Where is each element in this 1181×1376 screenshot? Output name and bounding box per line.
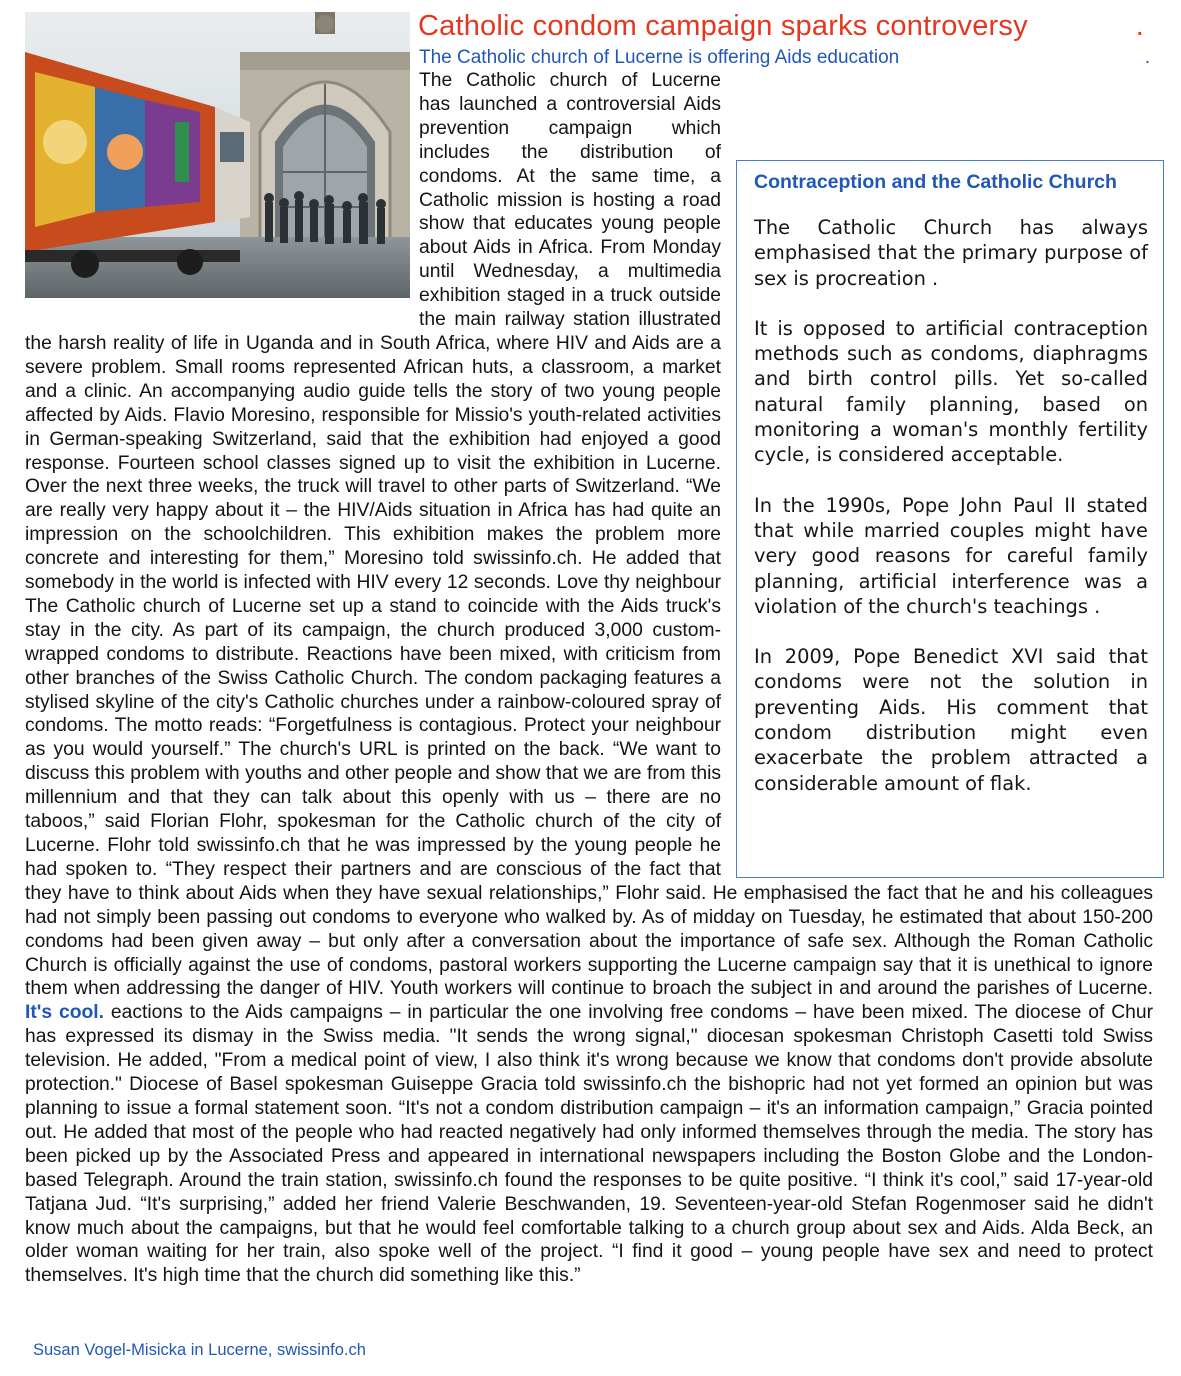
sidebar-paragraph: In the 1990s, Pope John Paul II stated that while married couples might have very good reasons for careful family planning, artificial interference was a violation of the church's teachings .: [754, 493, 1148, 618]
subtitle-text: The Catholic church of Lucerne is offering Aids education: [419, 47, 900, 68]
body-rest: eactions to the Aids campaigns – in particular the one involving free condoms – have been mixed. The diocese of Chur has expressed its dismay in the Swiss media. "It sends the wrong signal," diocesan spokesman Christoph Casetti told Swiss television. He added, "From a medical point of view, I also think it's wrong because we know that condoms don't provide absolute protection." Diocese of Basel spokesman Guiseppe Gracia told swissinfo.ch the bishopric had not yet formed an opinion but was planning to issue a formal statement soon. “It's not a condom distribution campaign – it's an information campaign,” Gracia pointed out. He added that most of the people who had reacted negatively had only informed themselves through the media. The story has been picked up by the Associated Press and appeared in international newspapers including the Boston Globe and the London-based Telegraph. Around the train station, swissinfo.ch found the responses to be quite positive. “I think it's cool,” said 17-year-old Tatjana Jud. “It's surprising,” added her friend Valerie Beschwanden, 19. Seventeen-year-old Stefan Rogenmoser said he didn't know much about the campaigns, but that he would feel comfortable talking to a church group about sex and Aids. Alda Beck, an older woman waiting for her train, also spoke well of the project. “I find it good – young people have sex and need to protect themselves. It's high time that the church did something like this.”: [25, 1002, 1154, 1287]
subtitle-dot: .: [1144, 47, 1150, 68]
highlight-its-cool: It's cool.: [25, 1002, 104, 1024]
sidebar-paragraph: In 2009, Pope Benedict XVI said that condoms were not the solution in preventing Aids. His comment that condom distribution might even exacerbate the problem attracted a considerable amount of flak.: [754, 645, 1148, 795]
title-dot: .: [1135, 10, 1144, 42]
body-intro: The Catholic church of Lucerne has launched a controversial Aids prevention campaign which includes the distribution of condoms. At the same time, a Catholic mission is hosting a road show that educates young people about Aids in Africa. From Monday until Wednesday, a multimedia exhibition staged in a truck outside the main railway station illustrated the harsh reality of life in Uganda and in South Africa, where HIV and Aids are a severe problem. Small rooms represented African huts, a classroom, a market and a clinic. An accompanying audio guide tells the story of two young people affected by Aids. Flavio Moresino, responsible for Missio's youth-related activities in German-speaking Switzerland, said that the exhibition had enjoyed a good response. Fourteen school classes signed up to visit the exhibition in Lucerne. Over the next three weeks, the truck will travel to other parts of Switzerland. “We are really very happy about it – the HIV/Aids situation in Africa has had quite an impression on the schoolchildren. This exhibition makes the problem more concrete and interesting for them,” Moresino told swissinfo.ch. He added that somebody in the world is infected with HIV every 12 seconds. Love thy neighbour The Catholic church of Lucerne set up a stand to coincide with the Aids truck's stay in the city. As part of its campaign, the church produced 3,000 custom-wrapped condoms to distribute. Reactions have been mixed, with criticism from other branches of the Swiss Catholic Church. The condom packaging features a stylised skyline of the city's Catholic churches under a rainbow-coloured spray of condoms. The motto reads: “Forgetfulness is contagious. Protect your neighbour as you would yourself.” The church's URL is printed on the back. “We want to discuss this problem with youths and other people and show that we are from this millennium and that they can talk about this openly with us – there are no taboos,” said Florian Flohr, spokesman for the Catholic church of the city of Lucerne. Flohr told swissinfo.ch that he was impressed by the young people he had spoken to. “They respect their partners and are conscious of the fact that they have to think about Aids when they have sexual relationships,” Flohr said. He emphasised the fact that he and his colleagues had not simply been passing out condoms to everyone who walked by. As of midday on Tuesday, he estimated that about 150-200 condoms had been given away – but only after a conversation about the importance of safe sex. Although the Roman Catholic Church is officially against the use of condoms, pastoral workers supporting the Lucerne campaign say that it is unethical to ignore them when addressing the danger of HIV. Youth workers will continue to broach the subject in and around the parishes of Lucerne.: [25, 70, 1153, 1000]
sidebar-paragraph: The Catholic Church has always emphasised that the primary purpose of sex is procreation .: [754, 216, 1148, 290]
sidebar-title: Contraception and the Catholic Church: [754, 171, 1117, 193]
sidebar-box: [736, 160, 1164, 878]
sidebar-paragraphs: [754, 215, 1148, 821]
title-text: Catholic condom campaign sparks controversy: [418, 10, 1028, 42]
article-title: [418, 10, 1158, 43]
photo-spacer: [25, 69, 419, 309]
byline: Susan Vogel-Misicka in Lucerne, swissinfo.ch: [33, 1341, 366, 1359]
sidebar-paragraph: It is opposed to artificial contraception methods such as condoms, diaphragms and birth control pills. Yet so-called natural family planning, based on monitoring a woman's monthly fertility cycle, is considered acceptable.: [754, 316, 1148, 467]
